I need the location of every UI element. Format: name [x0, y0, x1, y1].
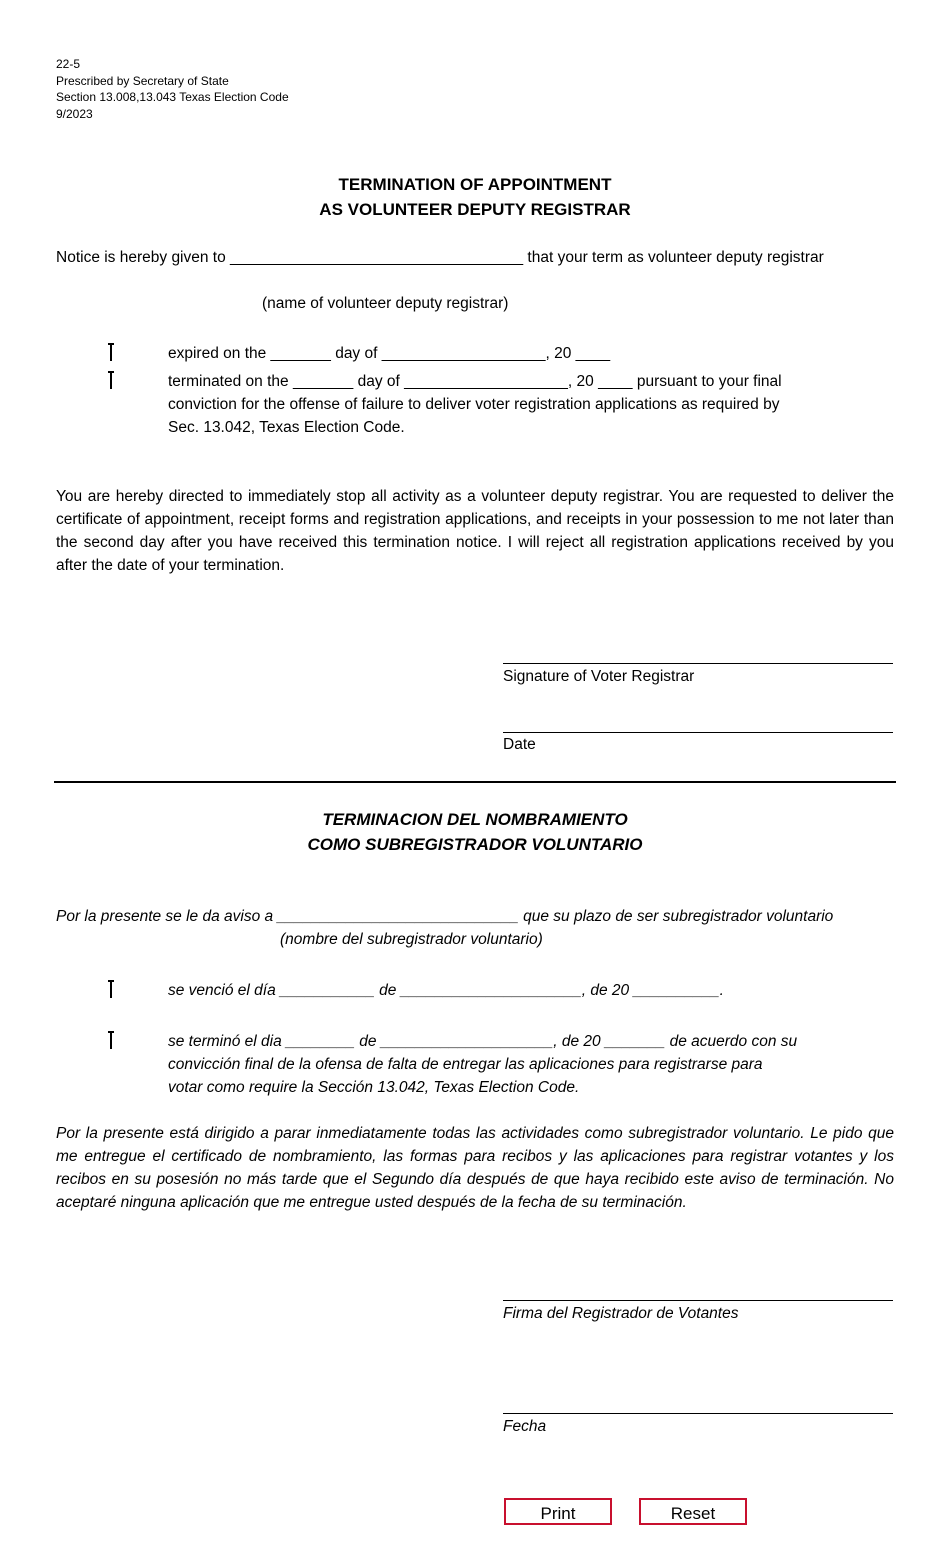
english-name-caption: (name of volunteer deputy registrar) [262, 295, 509, 312]
english-option-terminated-line1: terminated on the _______ day of ___________________, 20 ____ pursuant to your final [168, 373, 782, 390]
spanish-date-line[interactable] [503, 1413, 893, 1414]
spanish-title-line2: COMO SUBREGISTRADOR VOLUNTARIO [307, 835, 643, 854]
checkbox-termino[interactable] [108, 1031, 114, 1049]
statute-section: Section 13.008,13.043 Texas Election Code [56, 90, 289, 104]
spanish-date-label: Fecha [503, 1418, 547, 1435]
spanish-signature-line[interactable] [503, 1300, 893, 1301]
english-title-line2: AS VOLUNTEER DEPUTY REGISTRAR [319, 200, 631, 219]
reset-button[interactable]: Reset [639, 1498, 747, 1525]
spanish-name-caption: (nombre del subregistrador voluntario) [280, 931, 543, 948]
form-date: 9/2023 [56, 106, 93, 121]
english-title [0, 172, 950, 222]
spanish-title-line1: TERMINACION DEL NOMBRAMIENTO [322, 810, 628, 829]
spanish-title [0, 807, 950, 857]
form-header [56, 56, 289, 122]
spanish-directive: Por la presente está dirigido a parar inmediatamente todas las actividades como subregistrador voluntario. Le pido que me entregue el certificado de nombramiento, las formas para recibos y las aplicaciones para registrar votantes y los recibos en su posesión no más tarde que el Segundo día después de que haya recibido este aviso de terminación. No aceptaré ninguna aplicación que me entregue usted después de la fecha de su terminación. [56, 1125, 894, 1211]
english-date-line[interactable] [503, 732, 893, 733]
checkbox-terminated[interactable] [108, 371, 114, 389]
english-signature-line[interactable] [503, 663, 893, 664]
checkbox-vencio[interactable] [108, 980, 114, 998]
english-option-terminated-line2: conviction for the offense of failure to deliver voter registration applications as required by [168, 396, 780, 413]
form-number: 22-5 [56, 57, 81, 71]
english-option-expired: expired on the _______ day of ___________________, 20 ____ [168, 345, 611, 362]
spanish-notice: Por la presente se le da aviso a ____________________________ que su plazo de ser subregistrador voluntario [56, 908, 834, 925]
english-directive: You are hereby directed to immediately stop all activity as a volunteer deputy registrar. You are requested to deliver the certificate of appointment, receipt forms and registration applications, and receipts in your possession to me not later than the second day after you have received this termination notice. I will reject all registration applications received by you after the date of your termination. [56, 488, 894, 574]
english-notice: Notice is hereby given to __________________________________ that your term as volunteer deputy registrar [56, 249, 824, 266]
spanish-option-termino-line3: votar como require la Sección 13.042, Texas Election Code. [168, 1079, 580, 1096]
spanish-signature-label: Firma del Registrador de Votantes [503, 1305, 739, 1322]
english-option-terminated-line3: Sec. 13.042, Texas Election Code. [168, 419, 405, 436]
print-button[interactable]: Print [504, 1498, 612, 1525]
english-date-label: Date [503, 736, 536, 753]
english-signature-label: Signature of Voter Registrar [503, 668, 695, 685]
section-divider [54, 781, 896, 783]
prescribed-by: Prescribed by Secretary of State [56, 73, 229, 88]
checkbox-expired[interactable] [108, 343, 114, 361]
spanish-option-termino-line2: convicción final de la ofensa de falta de entregar las aplicaciones para registrarse para [168, 1056, 763, 1073]
spanish-option-termino-line1: se terminó el dia ________ de ____________________, de 20 _______ de acuerdo con su [168, 1033, 798, 1050]
spanish-option-vencio: se venció el día ___________ de _____________________, de 20 __________. [168, 982, 724, 999]
english-title-line1: TERMINATION OF APPOINTMENT [338, 175, 612, 194]
